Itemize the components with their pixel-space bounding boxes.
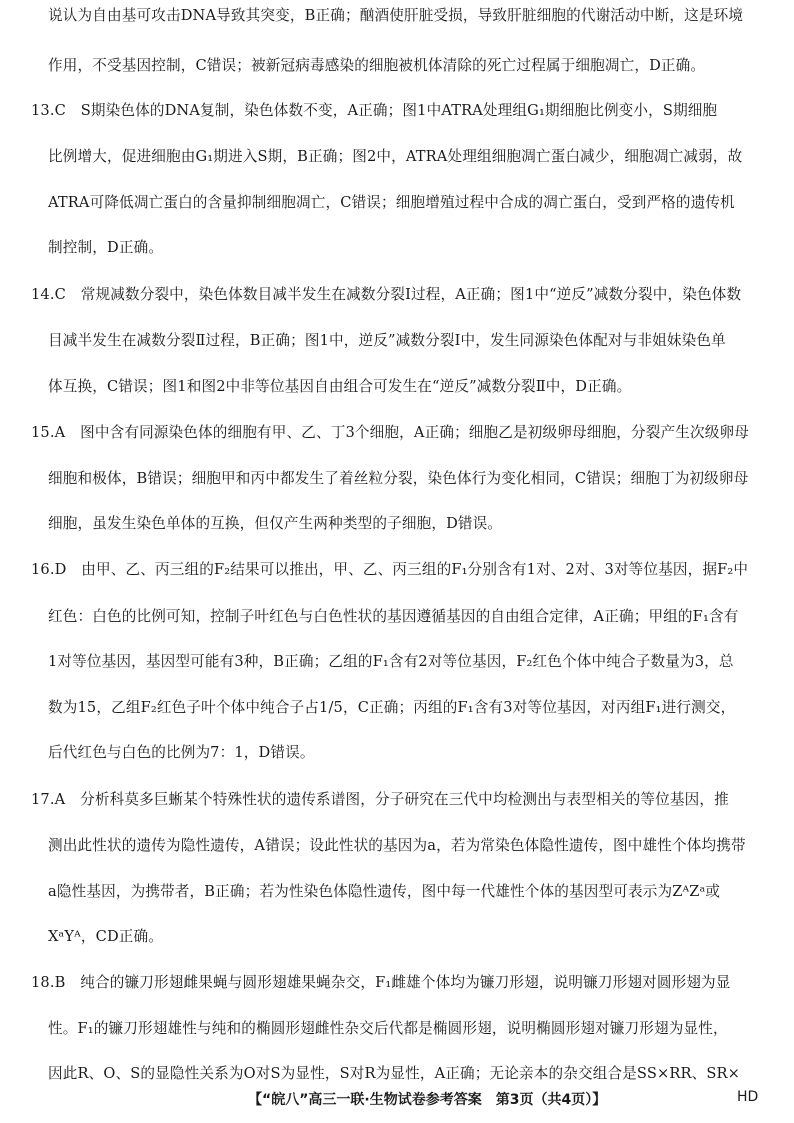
question-16-line: 16.D 由甲、乙、丙三组的F₂结果可以推出，甲、乙、丙三组的F₁分别含有1对、2对、3对等位基因，据F₂中 [31, 561, 749, 578]
text-line: 细胞，虽发生染色单体的互换，但仅产生两种类型的子细胞，D错误。 [48, 515, 503, 532]
question-13-line: 13.C S期染色体的DNA复制，染色体数不变，A正确；图1中ATRA处理组G₁期细胞比例变小，S期细胞 [31, 102, 718, 119]
text-line: 说认为自由基可攻击DNA导致其突变，B正确；酗酒使肝脏受损，导致肝脏细胞的代谢活动中断，这是环境 [48, 7, 744, 24]
text-line: 红色：白色的比例可知，控制子叶红色与白色性状的基因遵循基因的自由组合定律，A正确；甲组的F₁含有 [48, 608, 739, 625]
text-line: 性。F₁的镰刀形翅雄性与纯和的椭圆形翅雌性杂交后代都是椭圆形翅，说明椭圆形翅对镰刀形翅为显性， [48, 1020, 728, 1037]
footer-code: HD [737, 1089, 759, 1105]
text-line: 体互换，C错误；图1和图2中非等位基因自由组合可发生在“逆反”减数分裂Ⅱ中，D正确。 [48, 378, 632, 395]
text-line: 1对等位基因，基因型可能有3种，B正确；乙组的F₁含有2对等位基因，F₂红色个体中纯合子数量为3，总 [48, 653, 734, 670]
text-line: 数为15，乙组F₂红色子叶个体中纯合子占1/5，C正确；丙组的F₁含有3对等位基因，对丙组F₁进行测交， [48, 699, 736, 716]
text-line: 比例增大，促进细胞由G₁期进入S期，B正确；图2中，ATRA处理组细胞凋亡蛋白减少，细胞凋亡减弱，故 [48, 148, 743, 165]
text-line: 后代红色与白色的比例为7：1，D错误。 [48, 744, 315, 761]
text-line: 目减半发生在减数分裂Ⅱ过程，B正确；图1中，逆反”减数分裂Ⅰ中，发生同源染色体配对与非姐妹染色单 [48, 332, 726, 349]
text-line: 细胞和极体，B错误；细胞甲和丙中都发生了着丝粒分裂，染色体行为变化相同，C错误；细胞丁为初级卵母 [48, 470, 749, 487]
question-17-line: 17.A 分析科莫多巨蜥某个特殊性状的遗传系谱图，分子研究在三代中均检测出与表型相关的等位基因，推 [31, 791, 729, 808]
text-line: a隐性基因，为携带者，B正确；若为性染色体隐性遗传，图中每一代雄性个体的基因型可表示为ZᴬZᵃ或 [48, 883, 721, 900]
text-line: ATRA可降低凋亡蛋白的含量抑制细胞凋亡，C错误；细胞增殖过程中合成的凋亡蛋白，受到严格的遗传机 [48, 194, 735, 211]
question-15-line: 15.A 图中含有同源染色体的细胞有甲、乙、丁3个细胞，A正确；细胞乙是初级卵母细胞，分裂产生次级卵母 [31, 424, 749, 441]
text-line: XᵃYᴬ，CD正确。 [48, 928, 164, 945]
footer-title: 【“皖八”高三一联·生物试卷参考答案 第3页（共4页）】 [248, 1092, 607, 1108]
text-line: 制控制，D正确。 [48, 239, 164, 256]
text-line: 测出此性状的遗传为隐性遗传，A错误；设此性状的基因为a，若为常染色体隐性遗传，图中雄性个体均携带 [48, 837, 746, 854]
question-14-line: 14.C 常规减数分裂中，染色体数目减半发生在减数分裂Ⅰ过程，A正确；图1中“逆反”减数分裂中，染色体数 [31, 286, 742, 303]
text-line: 作用，不受基因控制，C错误；被新冠病毒感染的细胞被机体清除的死亡过程属于细胞凋亡，D正确。 [48, 57, 706, 74]
question-18-line: 18.B 纯合的镰刀形翅雌果蝇与圆形翅雄果蝇杂交，F₁雌雄个体均为镰刀形翅，说明镰刀形翅对圆形翅为显 [31, 974, 731, 991]
text-line: 因此R、O、S的显隐性关系为O对S为显性，S对R为显性，A正确；无论亲本的杂交组合是SS×RR、SR× [48, 1065, 741, 1082]
